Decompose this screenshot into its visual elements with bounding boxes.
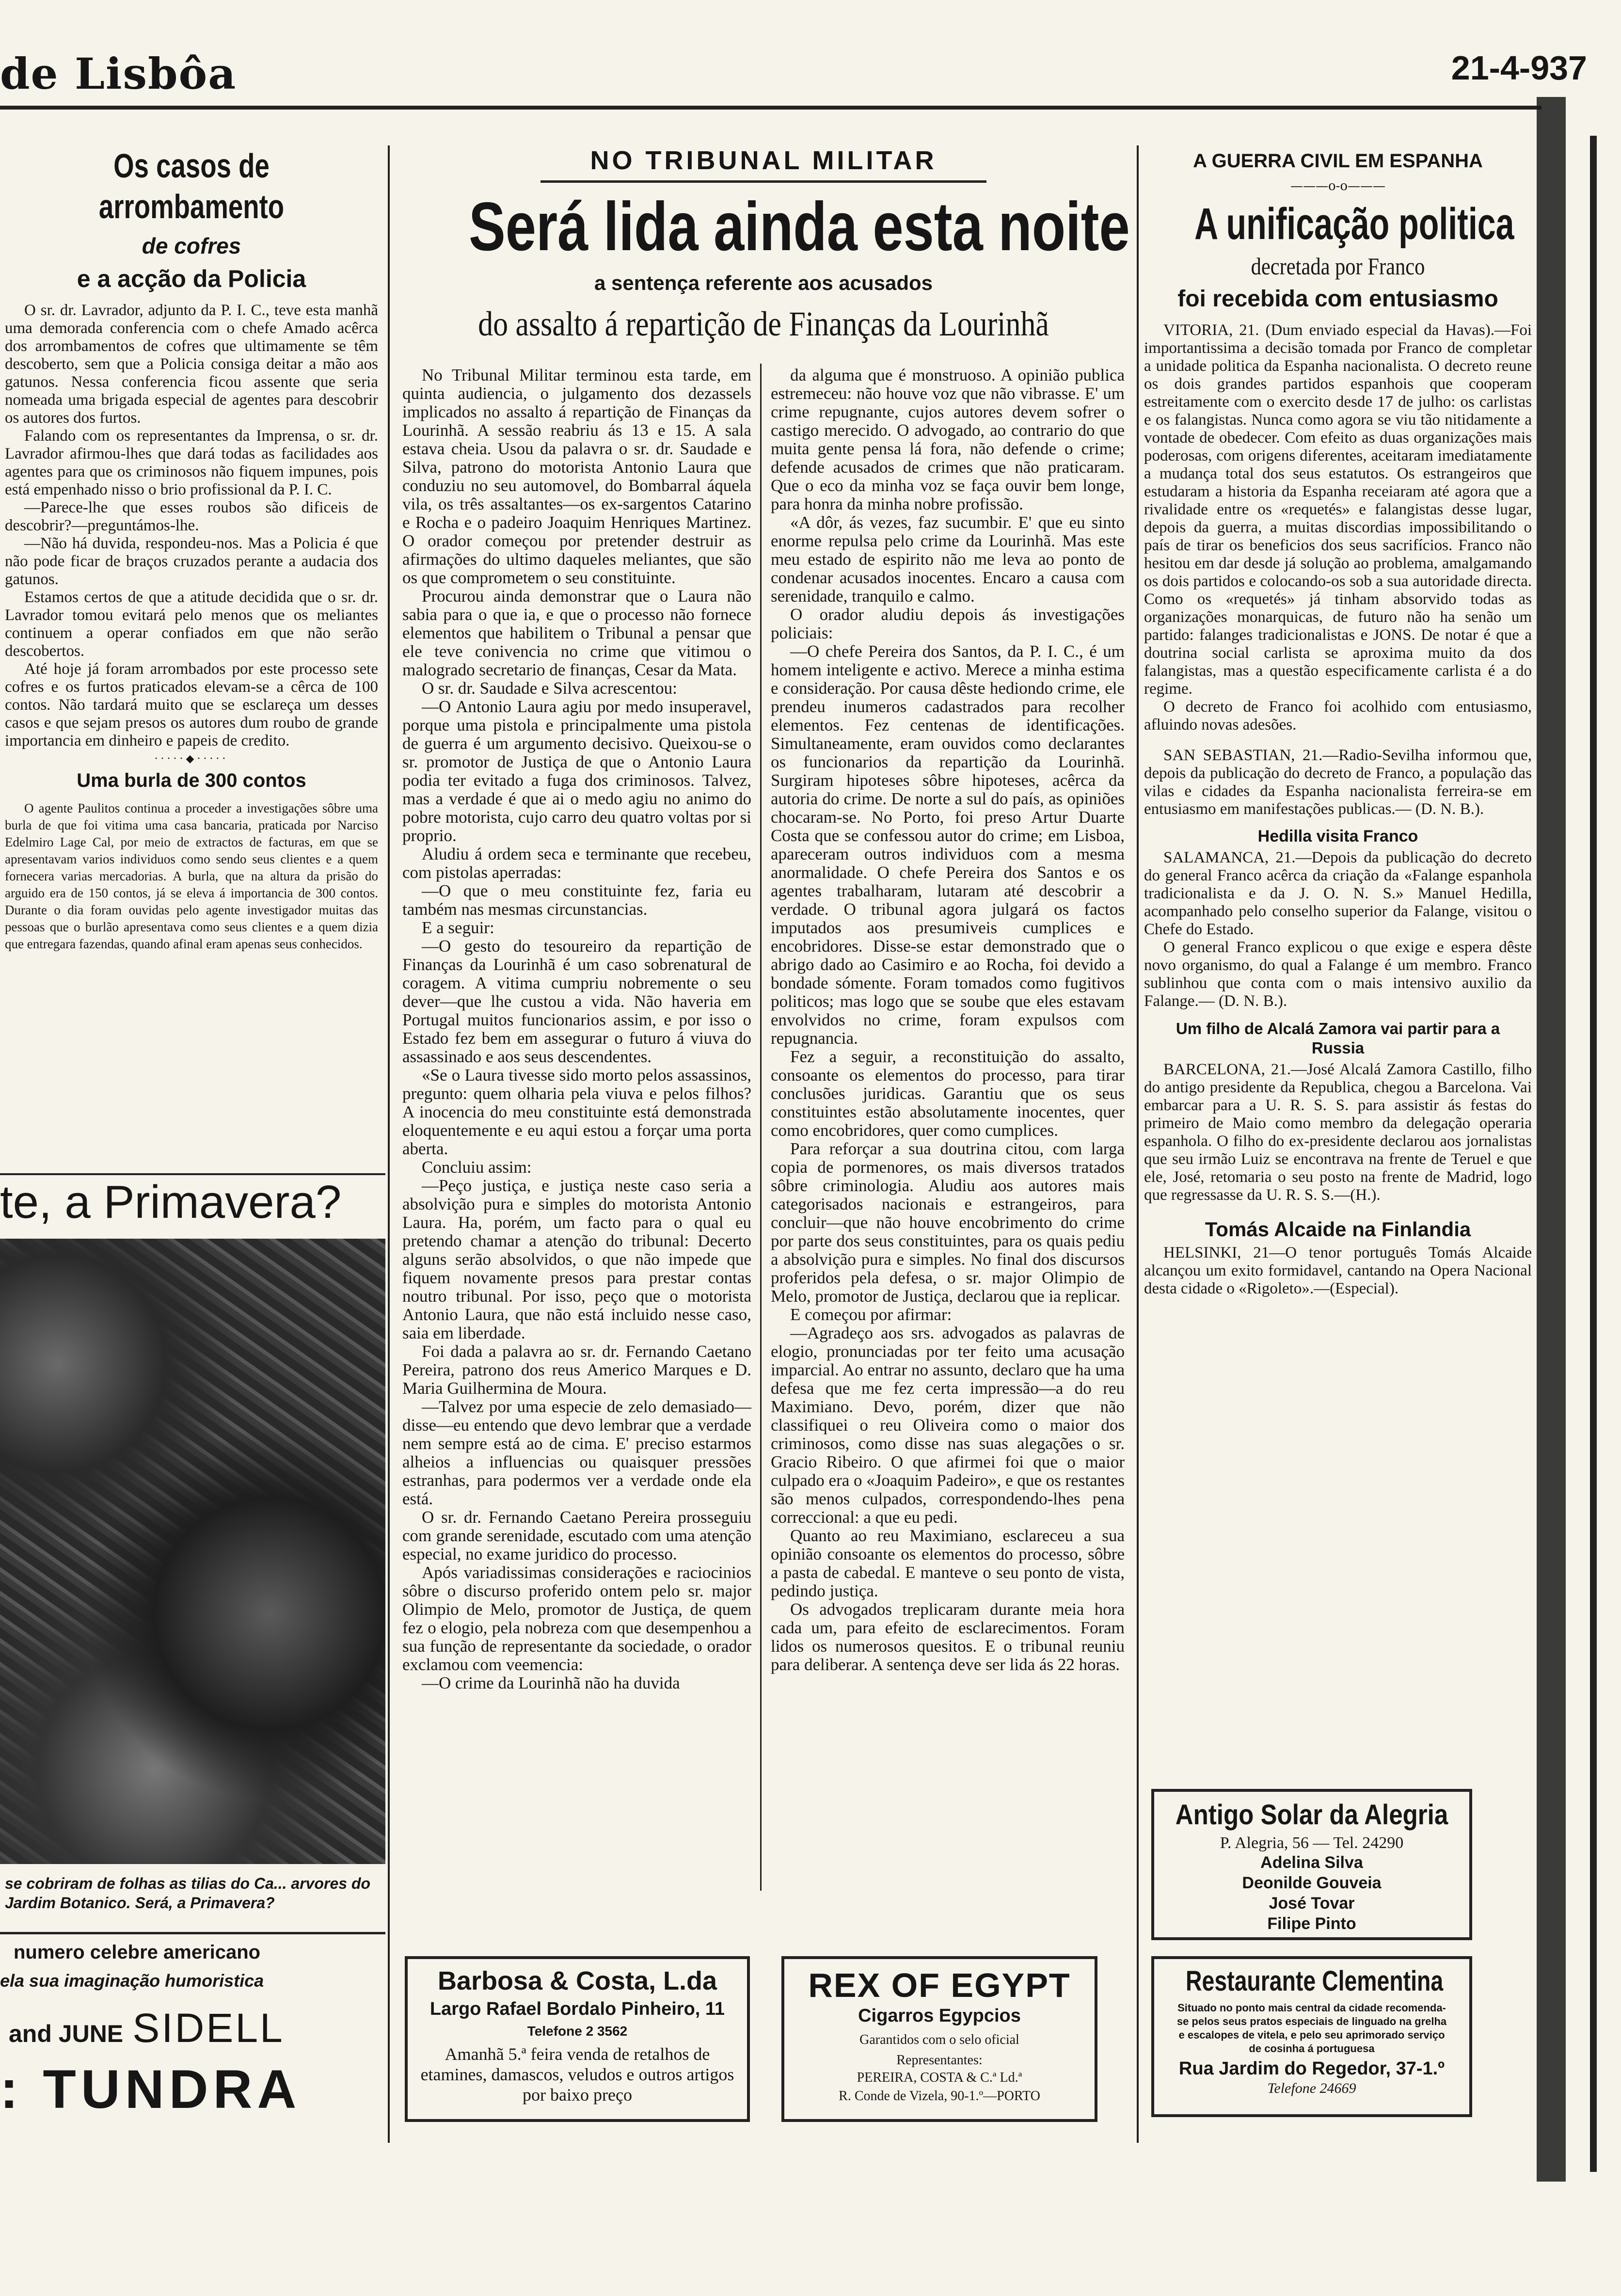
- masthead-rule: [0, 106, 1542, 110]
- paragraph: No Tribunal Militar terminou esta tarde, em quinta audiencia, o julgamento dos dezassels implicados no assalto á repartição de Finanças da Lourinhã. A sessão reabriu ás 13 e 15. A sala estava cheia. Usou da palavra o sr. dr. Saudade e Silva, patrono do motorista Antonio Laura que conduziu no seu automovel, do Bombarral áquela vila, os três assaltantes—os ex-sargentos Catarino e Rocha e o padeiro Joaquim Henriques Martinez. O orador começou por pretender destruir as afirmações do ultimo daqueles meliantes, que são os que comprometem o seu constituinte.: [402, 366, 751, 587]
- ad-clementina-phone: Telefone 24669: [1267, 2080, 1356, 2096]
- ad-barbosa-costa: [405, 1956, 750, 2122]
- paragraph: Quanto ao reu Maximiano, esclareceu a sua opinião consoante os elementos do processo, sôbre a pasta de cabedal. E manteve o seu ponto de vista, pedindo justiça.: [771, 1526, 1125, 1600]
- ad-solar-artist: José Tovar: [1269, 1894, 1355, 1913]
- ad-rex-name: REX OF EGYPT: [808, 1966, 1071, 2004]
- paragraph: Para reforçar a sua doutrina citou, com larga copia de pormenores, os mais diversos tratados sôbre criminologia. Aludiu aos autores mais categorisados nacionais e estrangeiros, para concluir—que não houve encobrimento do crime por parte dos seus constituintes, para os quais pediu a absolvição pura e simples. No final dos discursos proferidos pela defesa, o sr. major Olimpio de Melo, promotor de Justiça, declarou que ia replicar.: [771, 1139, 1125, 1306]
- paragraph: —O que o meu constituinte fez, faria eu também nas mesmas circunstancias.: [402, 881, 751, 919]
- hedilla-title: Hedilla visita Franco: [1257, 827, 1418, 845]
- right-article-body: [1144, 321, 1532, 818]
- film-ad-title: : TUNDRA: [0, 2059, 302, 2120]
- center-kicker: NO TRIBUNAL MILITAR: [590, 146, 937, 175]
- photo-caption: se cobriram de folhas as tilias do Ca... arvores do Jardim Botanico. Será, a Primavera?: [5, 1875, 371, 1912]
- paragraph: —Não há duvida, respondeu-nos. Mas a Policia é que não pode ficar de braços cruzados perante a audacia dos gatunos.: [5, 535, 378, 588]
- left-subhead-1: de cofres: [142, 233, 241, 258]
- paragraph: SAN SEBASTIAN, 21.—Radio-Sevilha informou que, depois da publicação do decreto de Franco, a população das vilas e cidades da Espanha nacionalista ferreira-se em entusiasmo em manifestações publicas.— (D. N. B.).: [1144, 747, 1532, 818]
- paragraph: O general Franco explicou o que exige e espera dêste novo organismo, do qual a Falange é um membro. Franco sublinhou que conta com o mais intensivo auxilio da Falange.— (D. N. B.).: [1144, 939, 1532, 1010]
- paragraph: «Se o Laura tivesse sido morto pelos assassinos, pregunto: quem olharia pela viuva e pelos filhos? A inocencia do meu constituinte está demonstrada eloquentemente e eu aqui estou a forçar uma porta aberta.: [402, 1066, 751, 1158]
- right-border-line: [1590, 136, 1597, 2172]
- paragraph: O decreto de Franco foi acolhido com entusiasmo, afluindo novas adesões.: [1144, 698, 1532, 733]
- ad-clementina-address: Rua Jardim do Regedor, 37-1.º: [1178, 2058, 1445, 2079]
- zamora-title: Um filho de Alcalá Zamora vai partir para a Russia: [1176, 1020, 1500, 1057]
- paragraph: Procurou ainda demonstrar que o Laura não sabia para o que ia, e que o processo não fornece elementos que habilitem o Tribunal a pensar que ele teve conivencia no crime que vitimou o malogrado secretario de finanças, Cesar da Mata.: [402, 587, 751, 679]
- column-rule-2: [1137, 145, 1139, 2143]
- paragraph: Aludiu á ordem seca e terminante que recebeu, com pistolas aperradas:: [402, 845, 751, 882]
- ad-solar-alegria: [1151, 1789, 1472, 1940]
- ad-solar-artist: Deonilde Gouveia: [1242, 1874, 1382, 1892]
- ornament-divider: ·····◆·····: [154, 753, 229, 765]
- ad-clementina-text: Situado no ponto mais central da cidade recomenda-se pelos seus pratos especiais de linguado na grelha e escalopes de vitela, e pelo seu aprimorado serviço de cosinha á portuguesa: [1176, 2002, 1447, 2055]
- film-ad-line-3: [9, 2005, 285, 2052]
- paragraph: Concluiu assim:: [422, 1158, 532, 1177]
- ad-rex-address: R. Conde de Vizela, 90-1.º—PORTO: [839, 2089, 1040, 2104]
- ad-solar-artist: Adelina Silva: [1260, 1853, 1363, 1872]
- film-ad-line-2: ela sua imaginação humoristica: [0, 1971, 264, 1991]
- right-subhead-2: foi recebida com entusiasmo: [1177, 286, 1498, 312]
- film-ad-star: SIDELL: [132, 2005, 285, 2051]
- paragraph: —Talvez por uma especie de zelo demasiado—disse—eu entendo que devo lembrar que a verdade nem sempre está ao de cima. E' preciso estarmos alheios a influencias ou quaisquer pressões estranhas, para podermos ver a verdade onde ela está.: [402, 1397, 751, 1508]
- paragraph: —O chefe Pereira dos Santos, da P. I. C., é um homem inteligente e activo. Merece a minha estima e consideração. Por causa dêste hediondo crime, ele prendeu inumeros cadastrados para recolher elementos. Fez centenas de identificações. Simultaneamente, eram ouvidos como declarantes os funcionarios da repartição da Lourinhã. Surgiram hipoteses sôbre hipoteses, acêrca da autoria do crime. De norte a sul do país, as opiniões chocaram-se. No Porto, foi preso Artur Duarte Costa que se confessou autor do crime; em Lisboa, apareceram outros individuos com a mesma anormalidade. O chefe Pereira dos Santos e os agentes trabalharam, lutaram até descobrir a verdade. O tribunal agora julgará os factos imputados aos presumiveis cumplices e encobridores. Disse-se estar demonstrado que o abrigo dado ao Casimiro e ao Rocha, foi devido a bondade sómente. Foram tomados como fugitivos politicos; mas logo que se soube que eles estavam envolvidos no crime, foram expulsos com repugnancia.: [771, 642, 1125, 1048]
- paragraph: —O Antonio Laura agiu por medo insuperavel, porque uma pistola e principalmente uma pistola de guerra é um argumento decisivo. Queixou-se o sr. promotor de Justiça de que o Antonio Laura podia ter evitado a fuga dos criminosos. Talvez, mas a verdade é que ai o medo agiu no animo do pobre motorista, cujo carro deu quatro voltas por si proprio.: [402, 697, 751, 845]
- paragraph: O agente Paulitos continua a proceder a investigações sôbre uma burla de que foi vitima uma casa bancaria, praticada por Narciso Edelmiro Lage Cal, por meio de extractos de facturas, em que se apresentavam varios individuos como sendo seus clientes e a quem fornecera varias mercadorias. A burla, que na altura da prisão do arguido era de 150 contos, já se eleva á importancia de 300 contos. Durante o dia foram ouvidas pelo agente investigador muitas das pessoas que o burlão apresentava como seus clientes e a quem dizia que entregara fazendas, quando afinal eram apenas seus conhecidos.: [5, 801, 378, 951]
- right-subhead-1: decretada por Franco: [1251, 253, 1425, 280]
- primavera-heading: te, a Primavera?: [0, 1176, 342, 1228]
- left-column: [5, 145, 378, 953]
- right-ornament: ———o-o———: [1290, 179, 1386, 193]
- ad-barbosa-text: Amanhã 5.ª feira venda de retalhos de etamines, damascos, veludos e outros artigos por baixo preço: [420, 2044, 734, 2105]
- film-ad-line-1: numero celebre americano: [14, 1942, 261, 1963]
- center-column-1: [402, 366, 751, 1692]
- column-rule-1: [388, 145, 390, 2143]
- ad-barbosa-phone: Telefone 2 3562: [527, 2024, 628, 2039]
- right-column: [1144, 150, 1532, 1298]
- spring-photo: [0, 1239, 385, 1864]
- paragraph: O sr. dr. Fernando Caetano Pereira prosseguiu com grande serenidade, escutado com uma atenção especial, no exame juridico do processo.: [402, 1508, 751, 1563]
- right-margin-strip: [1537, 97, 1566, 2182]
- paragraph: Após variadissimas considerações e raciocinios sôbre o discurso proferido ontem pelo sr. major Olimpio de Melo, promotor de Justiça, de quem fez o elogio, pela nobreza com que desempenhou a sua função de representante da sociedade, o orador exclamou com veemencia:: [402, 1563, 751, 1674]
- ad-rex-of-egypt: [781, 1956, 1097, 2122]
- ad-barbosa-name: Barbosa & Costa, L.da: [437, 1966, 717, 1995]
- paragraph: O sr. dr. Saudade e Silva acrescentou:: [422, 679, 677, 698]
- paragraph: —O crime da Lourinhã não ha duvida: [422, 1674, 680, 1692]
- left-headline: Os casos de arrombamento: [98, 147, 285, 225]
- burla-title: Uma burla de 300 contos: [77, 770, 306, 791]
- masthead-date: 21-4-937: [1451, 49, 1587, 87]
- center-subhead-1: a sentença referente aos acusados: [594, 271, 933, 294]
- paragraph: VITORIA, 21. (Dum enviado especial da Havas).—Foi importantissima a decisão tomada por Franco de completar a unidade politica da Espanha nacionalista. O decreto reune os dois grandes partidos espanhois que cooperam estreitamente com o exercito desde 17 de julho: os carlistas e os falangistas. Nunca como agora se viu tão nitidamente a vontade de obedecer. Com efeito as duas organizações mais poderosas, com origens diferentes, aceitaram imediatamente a mudança total dos seus estatutos. Os estrangeiros que estudaram a historia da Espanha receiaram até agora que a rivalidade entre os «requetés» e falangistas desse lugar, depois da guerra, a muitas discordias impossibilitando o país de tirar os beneficios dos seus sacrifícios. Franco não hesitou em dar desde já solução ao problema, amalgamando os dois partidos e colocando-os sob a sua autoridade directa. Como os «requetés» já tinham absorvido todas as organizações monarquicas, de futuro não ha senão um partido: falanges tradicionalistas e JONS. De notar é que a doutrina social carlista se aproxima muito da dos falangistas, mas a questão especificamente carlista é a do regime.: [1144, 321, 1532, 698]
- paragraph: Foi dada a palavra ao sr. dr. Fernando Caetano Pereira, patrono dos reus Americo Marques e D. Maria Guilhermina de Moura.: [402, 1342, 751, 1398]
- right-headline: A unificação politica: [1194, 199, 1514, 249]
- center-headline: Será lida ainda esta noite: [469, 188, 1130, 265]
- paragraph: —Parece-lhe que esses roubos são dificeis de descobrir?—preguntámos-lhe.: [5, 499, 378, 534]
- zamora-body: [1144, 1061, 1532, 1204]
- ad-clementina-name: Restaurante Clementina: [1186, 1965, 1444, 1997]
- alcaide-body: [1144, 1244, 1532, 1298]
- alcaide-title: Tomás Alcaide na Finlandia: [1205, 1218, 1471, 1241]
- ad-rex-guarantee: Garantidos com o selo oficial: [859, 2032, 1019, 2047]
- center-column-2: [771, 366, 1125, 1674]
- ad-solar-name: Antigo Solar da Alegria: [1175, 1799, 1448, 1831]
- paragraph: O orador aludiu depois ás investigações policiais:: [771, 605, 1125, 642]
- paragraph: —Agradeço aos srs. advogados as palavras de elogio, pronunciadas por ter feito uma acusação imparcial. Ao entrar no assunto, declaro que ha uma defesa que me fez certa impressão—a do reu Maximiano. Devo, porém, dizer que não classifiquei o reu Oliveira como o maior dos criminosos, como disse nas suas alegações o sr. Gracio Ribeiro. O que afirmei foi que o maior culpado era o «Joaquim Padeiro», e que os restantes são menos culpados, correspondendo-lhes pena correccional: a que eu pedi.: [771, 1323, 1125, 1527]
- paragraph: Estamos certos de que a atitude decidida que o sr. dr. Lavrador tomou evitará pelo menos que os meliantes continuem a operar confiados em que não serão descobertos.: [5, 589, 378, 660]
- caption-rule: [0, 1932, 385, 1934]
- paragraph: Falando com os representantes da Imprensa, o sr. dr. Lavrador afirmou-lhes que dará todas as facilidades aos agentes para que os criminosos não fiquem impunes, pois está empenhado nisso o brio profissional da P. I. C.: [5, 427, 378, 498]
- ad-restaurante-clementina: [1151, 1956, 1472, 2117]
- left-subhead-2: e a acção da Policia: [77, 265, 306, 292]
- paragraph: Fez a seguir, a reconstituição do assalto, consoante os elementos do processo, para tirar conclusões juridicas. Garantiu que os seus constituintes estão absolutamente inocentes, quer como encobridores, quer como cumplices.: [771, 1047, 1125, 1140]
- paragraph: da alguma que é monstruoso. A opinião publica estremeceu: não houve voz que não vibrasse. E' um crime repugnante, cujos autores devem sofrer o castigo merecido. O advogado, ao contrario do que muita gente pensa lá fora, não defende o crime; defende acusados de crimes que não praticaram. Que o eco da minha voz se faça ouvir bem longe, para honra da minha nobre profissão.: [771, 366, 1125, 513]
- hedilla-body: [1144, 849, 1532, 1010]
- column-rule-center: [760, 364, 762, 1891]
- paragraph: HELSINKI, 21—O tenor português Tomás Alcaide alcançou um exito formidavel, cantando na Opera Nacional desta cidade o «Rigoleto».—(Especial).: [1144, 1244, 1532, 1297]
- ad-solar-artist: Filipe Pinto: [1267, 1914, 1356, 1933]
- paragraph: Até hoje já foram arrombados por este processo sete cofres e os furtos praticados elevam-se a cêrca de 100 contos. Não tardará muito que se esclareça um desses casos e que sejam presos os autores dum roubo de grande importancia em dinheiro e papeis de credito.: [5, 660, 378, 749]
- paragraph: «A dôr, ás vezes, faz sucumbir. E' que eu sinto enorme repulsa pelo crime da Lourinhã. Mas este meu estado de espirito não me leva ao ponto de condenar acusados inocentes. Encaro a causa com serenidade, tranquilo e calmo.: [771, 513, 1125, 606]
- paragraph: Os advogados treplicaram durante meia hora cada um, para efeito de esclarecimentos. Foram lidos os numerosos quesitos. E o tribunal reuniu para deliberar. A sentença deve ser lida ás 22 horas.: [771, 1600, 1125, 1674]
- ad-rex-reps-label: Representantes:: [896, 2053, 983, 2068]
- ad-solar-address: P. Alegria, 56 — Tel. 24290: [1220, 1834, 1404, 1852]
- masthead-title: de Lisbôa: [0, 48, 237, 99]
- paragraph: SALAMANCA, 21.—Depois da publicação do decreto do general Franco acêrca da criação da «Falange espanhola tradicionalista e da J. O. N. S.» Manuel Hedilla, acompanhado pelo conselho superior da Falange, visitou o Chefe do Estado.: [1144, 849, 1532, 938]
- paragraph: —O gesto do tesoureiro da repartição de Finanças da Lourinhã é um caso sobrenatural de coragem. A vitima cumpriu nobremente o seu dever—que lhe custou a vida. Não haveria em Portugal muitos funcionarios assim, e por isso o Estado fez bem em assegurar o futuro á viuva do assassinado e aos seus descendentes.: [402, 937, 751, 1066]
- ad-rex-reps: PEREIRA, COSTA & C.ª Ld.ª: [857, 2070, 1022, 2085]
- film-ad-cast: and JUNE: [9, 2020, 124, 2047]
- paragraph: BARCELONA, 21.—José Alcalá Zamora Castillo, filho do antigo presidente da Republica, chegou a Barcelona. Vai embarcar para a U. R. S. S. para assistir ás festas do primeiro de Maio como membro da delegação operaria espanhola. O filho do ex-presidente declarou aos jornalistas que seu irmão Luiz se encontrava na frente de Teruel e que ele, José, retomaria o seu posto na frente de Madrid, logo que regressasse da U. R. S. S.—(H.).: [1144, 1061, 1532, 1204]
- paragraph: —Peço justiça, e justiça neste caso seria a absolvição pura e simples do motorista Antonio Laura. Ha, porém, um facto para o qual eu pretendo chamar a atenção do tribunal: Decerto alguns serão absolvidos, o que não impede que fiquem novamente presos para prestar contas noutro tribunal. Por isso, peço que o motorista Antonio Laura, que não está incluido nesse caso, saia em liberdade.: [402, 1176, 751, 1342]
- paragraph: O sr. dr. Lavrador, adjunto da P. I. C., teve esta manhã uma demorada conferencia com o chefe Amado acêrca dos arrombamentos de cofres que ultimamente se têm descoberto, sem que a Policia consiga deitar a mão aos gatunos. Nessa conferencia ficou assente que seria nomeada uma brigada especial de agentes para descobrir os autores dos furtos.: [5, 302, 378, 427]
- left-article-body: [5, 302, 378, 750]
- ad-rex-product: Cigarros Egypcios: [858, 2006, 1021, 2026]
- right-kicker: A GUERRA CIVIL EM ESPANHA: [1193, 150, 1483, 172]
- kicker-rule: [540, 180, 986, 183]
- paragraph: E começou por afirmar:: [790, 1305, 952, 1324]
- ad-barbosa-address: Largo Rafael Bordalo Pinheiro, 11: [429, 1999, 725, 2019]
- paragraph: E a seguir:: [422, 918, 494, 937]
- center-subhead-2: do assalto á repartição de Finanças da Lourinhã: [478, 304, 1049, 343]
- burla-body: [5, 800, 378, 953]
